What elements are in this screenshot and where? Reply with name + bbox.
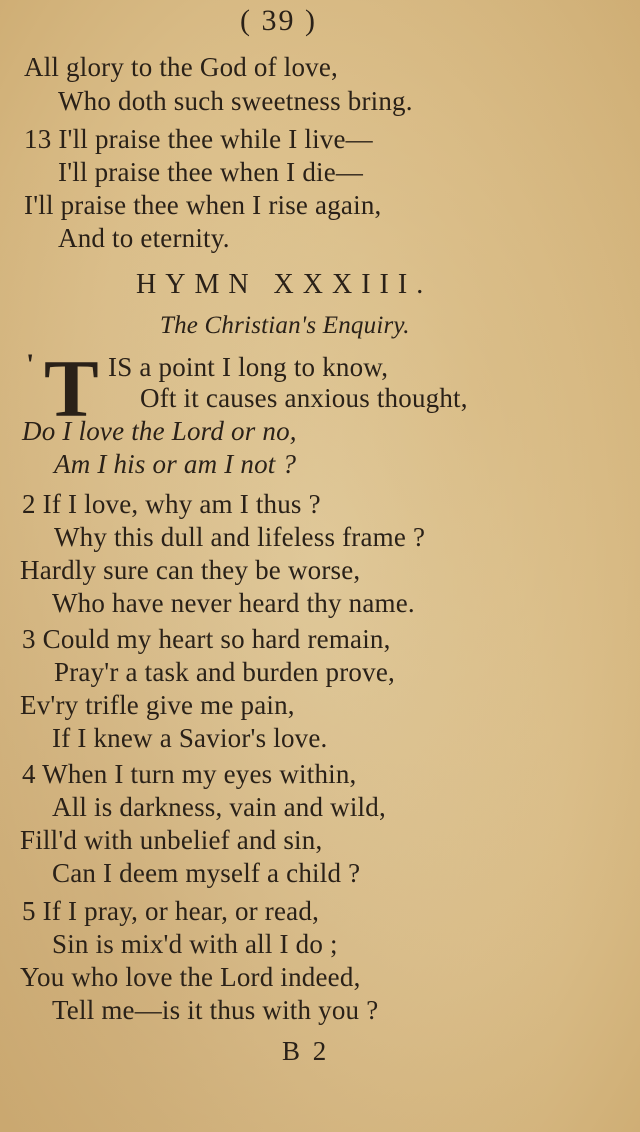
verse-line: IS a point I long to know,: [108, 352, 389, 382]
verse-line: Sin is mix'd with all I do ;: [52, 929, 338, 959]
verse-line: Can I deem myself a child ?: [52, 858, 361, 888]
verse-line: Am I his or am I not ?: [54, 449, 297, 479]
verse-line: Ev'ry trifle give me pain,: [20, 690, 295, 720]
signature-mark: B 2: [282, 1036, 330, 1066]
dropcap-letter: T: [44, 343, 99, 434]
verse-line: 2 If I love, why am I thus ?: [22, 489, 321, 519]
verse-line: Who have never heard thy name.: [52, 588, 415, 618]
hymn-title: HYMN XXXIII.: [136, 269, 433, 300]
verse-line: Why this dull and lifeless frame ?: [54, 522, 426, 552]
verse-line: Do I love the Lord or no,: [22, 416, 297, 446]
verse-line: 3 Could my heart so hard remain,: [22, 624, 391, 654]
verse-line: 4 When I turn my eyes within,: [22, 759, 357, 789]
verse-line: Pray'r a task and burden prove,: [54, 657, 395, 687]
verse-line: If I knew a Savior's love.: [52, 723, 328, 753]
verse-line: 13 I'll praise thee while I live—: [24, 124, 373, 154]
verse-line: You who love the Lord indeed,: [20, 962, 361, 992]
verse-line: 5 If I pray, or hear, or read,: [22, 896, 320, 926]
page-number: ( 39 ): [240, 4, 317, 37]
verse-line: All is darkness, vain and wild,: [52, 792, 386, 822]
verse-line: Oft it causes anxious thought,: [140, 383, 468, 413]
hymn-subtitle: The Christian's Enquiry.: [160, 312, 410, 339]
verse-line: I'll praise thee when I rise again,: [24, 190, 382, 220]
verse-line: Who doth such sweetness bring.: [58, 86, 413, 116]
verse-line: Tell me—is it thus with you ?: [52, 995, 379, 1025]
verse-line: And to eternity.: [58, 223, 230, 253]
verse-line: Hardly sure can they be worse,: [20, 555, 361, 585]
dropcap-apostrophe: ': [26, 348, 35, 381]
verse-line: All glory to the God of love,: [24, 52, 339, 82]
verse-line: I'll praise thee when I die—: [58, 157, 364, 187]
verse-line: Fill'd with unbelief and sin,: [20, 825, 323, 855]
